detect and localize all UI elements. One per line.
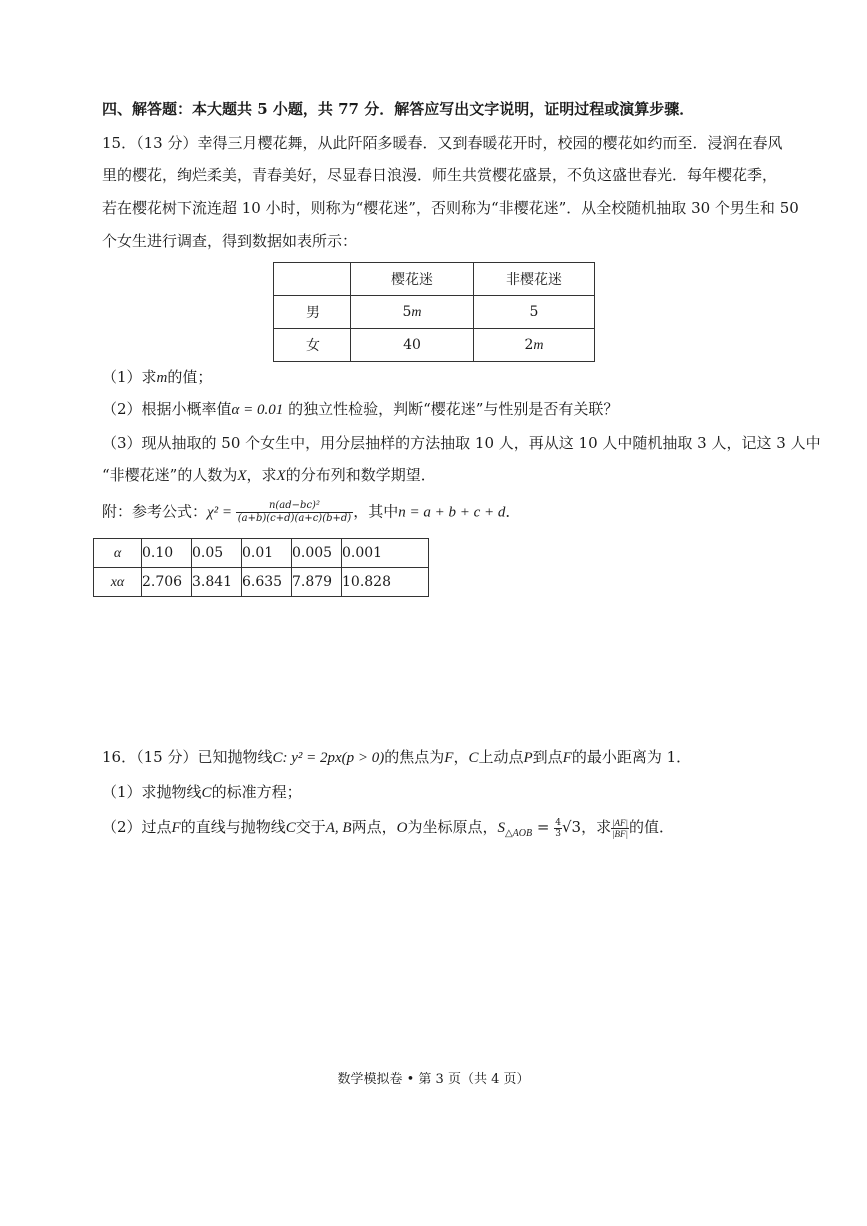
table-cell: 0.05 <box>192 539 242 568</box>
q15-part-1 <box>102 366 212 389</box>
text: 的独立性检验，判断“樱花迷”与性别是否有关联？ <box>283 400 619 418</box>
text: （2）过点 <box>102 818 172 836</box>
table-header-cell: 非樱花迷 <box>474 263 595 296</box>
text: 的值； <box>167 368 213 386</box>
fraction-numerator: n(ad−bc)² <box>236 500 353 513</box>
table-cell: 3.841 <box>192 568 242 597</box>
table-cell: 2.706 <box>142 568 192 597</box>
q15-data-table <box>273 262 595 362</box>
math-var: m <box>156 370 168 386</box>
q15-reference-formula <box>102 500 520 525</box>
text: 16．（15 分）已知抛物线 <box>102 748 273 766</box>
table-cell: 0.001 <box>342 539 429 568</box>
chi-square: χ² = <box>207 504 236 521</box>
table-row-label: 女 <box>274 329 351 362</box>
text: （1）求 <box>102 368 157 386</box>
cell-coef: 5 <box>402 303 412 320</box>
q15-line-1: 15．（13 分）幸得三月樱花舞，从此阡陌多暖春．又到春暖花开时，校园的樱花如约而至．浸润在春风 <box>102 134 783 152</box>
q15-part-3-line-2 <box>102 464 436 487</box>
math-expr: n = a + b + c + d <box>398 504 506 521</box>
fraction-numerator: |AF| <box>612 817 629 828</box>
q15-part-3-line-1: （3）现从抽取的 50 个女生中，用分层抽样的方法抽取 10 人，再从这 10 人中随机抽取 3 人，记这 3 人中 <box>102 434 821 452</box>
text: ，求 <box>246 466 277 484</box>
table-cell <box>351 296 474 329</box>
table-cell: 0.005 <box>292 539 342 568</box>
text: 的值． <box>629 818 675 836</box>
cell-var: m <box>411 304 422 320</box>
text: ，其中 <box>353 502 399 521</box>
table-cell: 5 <box>474 296 595 329</box>
math-var: C <box>285 820 296 836</box>
table-cell: 0.01 <box>242 539 292 568</box>
text: （2）根据小概率值 <box>102 400 232 418</box>
table-cell: 10.828 <box>342 568 429 597</box>
math-var: C <box>201 785 212 801</box>
math-var: P <box>523 750 533 766</box>
math-var: A, B <box>325 820 352 836</box>
table-cell: 40 <box>351 329 474 362</box>
parabola-equation: C: y² = 2px(p > 0) <box>272 750 385 766</box>
q16-stem <box>102 746 691 769</box>
q16-part-2 <box>102 816 674 845</box>
formula-fraction <box>236 500 353 525</box>
table-cell: 0.10 <box>142 539 192 568</box>
math-var: F <box>444 750 454 766</box>
table-row <box>94 568 429 597</box>
cell-var: m <box>533 337 544 353</box>
math-var: F <box>171 820 181 836</box>
section-heading: 四、解答题：本大题共 5 小题，共 77 分．解答应写出文字说明，证明过程或演算步骤． <box>102 100 695 118</box>
q15-line-4: 个女生进行调查，得到数据如表所示： <box>102 232 358 250</box>
math-expr: α = 0.01 <box>231 402 284 418</box>
text: 两点， <box>351 818 397 836</box>
table-row-label: 男 <box>274 296 351 329</box>
text: （1）求抛物线 <box>102 783 202 801</box>
table-cell: 6.635 <box>242 568 292 597</box>
table-cell: 7.879 <box>292 568 342 597</box>
table-row <box>94 539 429 568</box>
table-row <box>274 329 595 362</box>
math-var: F <box>562 750 572 766</box>
text: ，求 <box>581 818 612 836</box>
ratio-fraction <box>611 818 629 839</box>
math-var: X <box>237 468 247 484</box>
area-symbol: S <box>497 820 505 836</box>
table-row-label: xα <box>94 568 142 597</box>
critical-value-table <box>93 538 429 597</box>
area-subscript: △AOB <box>504 828 533 839</box>
table-header-cell: 樱花迷 <box>351 263 474 296</box>
text: = <box>532 818 555 836</box>
text: ． <box>505 502 521 521</box>
text: 附：参考公式： <box>102 502 208 521</box>
fraction-denominator: 3 <box>555 828 561 839</box>
text: “非樱花迷”的人数为 <box>102 466 238 484</box>
cell-coef: 2 <box>524 336 534 353</box>
math-var: X <box>276 468 286 484</box>
q15-line-3: 若在樱花树下流连超 10 小时，则称为“樱花迷”，否则称为“非樱花迷”．从全校随机抽取 30 个男生和 50 <box>102 199 799 217</box>
table-cell <box>474 329 595 362</box>
sqrt-term: √3 <box>561 818 582 836</box>
table-row <box>274 296 595 329</box>
text: 的焦点为 <box>384 748 445 766</box>
math-var: C <box>468 750 479 766</box>
text: 为坐标原点， <box>407 818 498 836</box>
fraction-denominator: |BF| <box>612 828 629 839</box>
area-fraction <box>554 818 562 839</box>
q15-line-2: 里的樱花，绚烂柔美，青春美好，尽显春日浪漫．师生共赏樱花盛景，不负这盛世春光．每年樱花季， <box>102 166 778 184</box>
table-corner-cell <box>274 263 351 296</box>
text: 上动点 <box>478 748 524 766</box>
text: 的直线与抛物线 <box>180 818 286 836</box>
text: 的最小距离为 1． <box>571 748 692 766</box>
text: 到点 <box>532 748 563 766</box>
table-row-label: α <box>94 539 142 568</box>
math-var: O <box>396 820 408 836</box>
text: 交于 <box>295 818 326 836</box>
q15-part-2 <box>102 398 618 421</box>
fraction-numerator: 4 <box>555 817 561 828</box>
text: ， <box>453 748 469 766</box>
fraction-denominator: (a+b)(c+d)(a+c)(b+d) <box>237 513 352 524</box>
text: 的分布列和数学期望． <box>285 466 436 484</box>
q16-part-1 <box>102 781 302 804</box>
page-footer: 数学模拟卷 • 第 3 页（共 4 页） <box>337 1072 530 1087</box>
text: 的标准方程； <box>211 783 302 801</box>
table-row <box>274 263 595 296</box>
